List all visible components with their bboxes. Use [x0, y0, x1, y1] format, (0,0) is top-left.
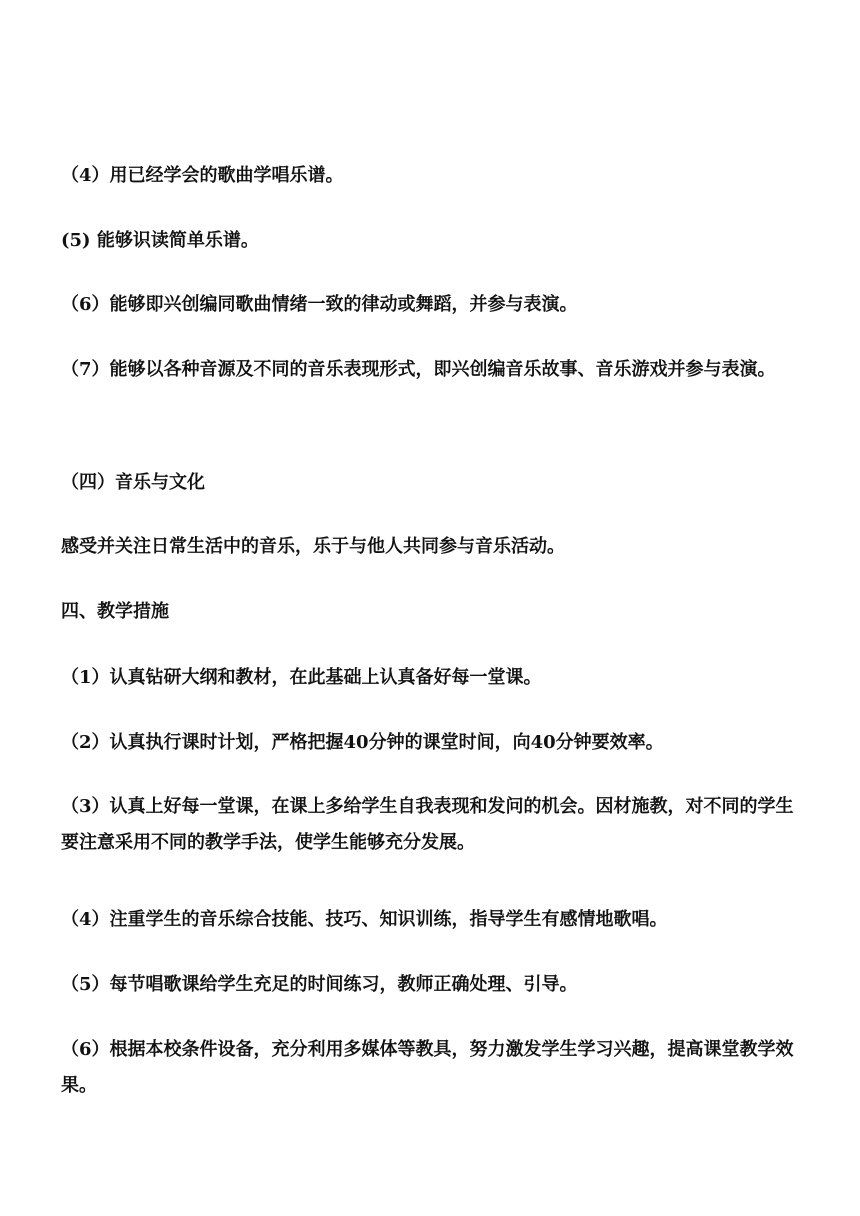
paragraph-read-score: (5) 能够识读简单乐谱。 — [61, 230, 259, 251]
paragraph-daily-music: 感受并关注日常生活中的音乐，乐于与他人共同参与音乐活动。 — [61, 536, 565, 557]
paragraph-learn-score: （4）用已经学会的歌曲学唱乐谱。 — [61, 165, 344, 186]
paragraph-improvise-dance: （6）能够即兴创编同歌曲情绪一致的律动或舞蹈，并参与表演。 — [61, 294, 578, 315]
paragraph-measure-3: （3）认真上好每一堂课，在课上多给学生自我表现和发问的机会。因材施教，对不同的学生要注意采用不同的教学手法，使学生能够充分发展。 — [61, 796, 794, 853]
section-heading-music-culture: （四）音乐与文化 — [61, 472, 205, 493]
paragraph-measure-6: （6）根据本校条件设备，充分利用多媒体等教具，努力激发学生学习兴趣，提高课堂教学效果。 — [61, 1039, 794, 1096]
paragraph-measure-1: （1）认真钻研大纲和教材，在此基础上认真备好每一堂课。 — [61, 667, 542, 688]
paragraph-measure-4: （4）注重学生的音乐综合技能、技巧、知识训练，指导学生有感情地歌唱。 — [61, 909, 668, 930]
paragraph-improvise-story: （7）能够以各种音源及不同的音乐表现形式，即兴创编音乐故事、音乐游戏并参与表演。 — [61, 359, 776, 380]
paragraph-measure-2: （2）认真执行课时计划，严格把握40分钟的课堂时间，向40分钟要效率。 — [61, 732, 664, 753]
paragraph-measure-5: （5）每节唱歌课给学生充足的时间练习，教师正确处理、引导。 — [61, 974, 578, 995]
section-heading-teaching-measures: 四、教学措施 — [61, 601, 169, 622]
